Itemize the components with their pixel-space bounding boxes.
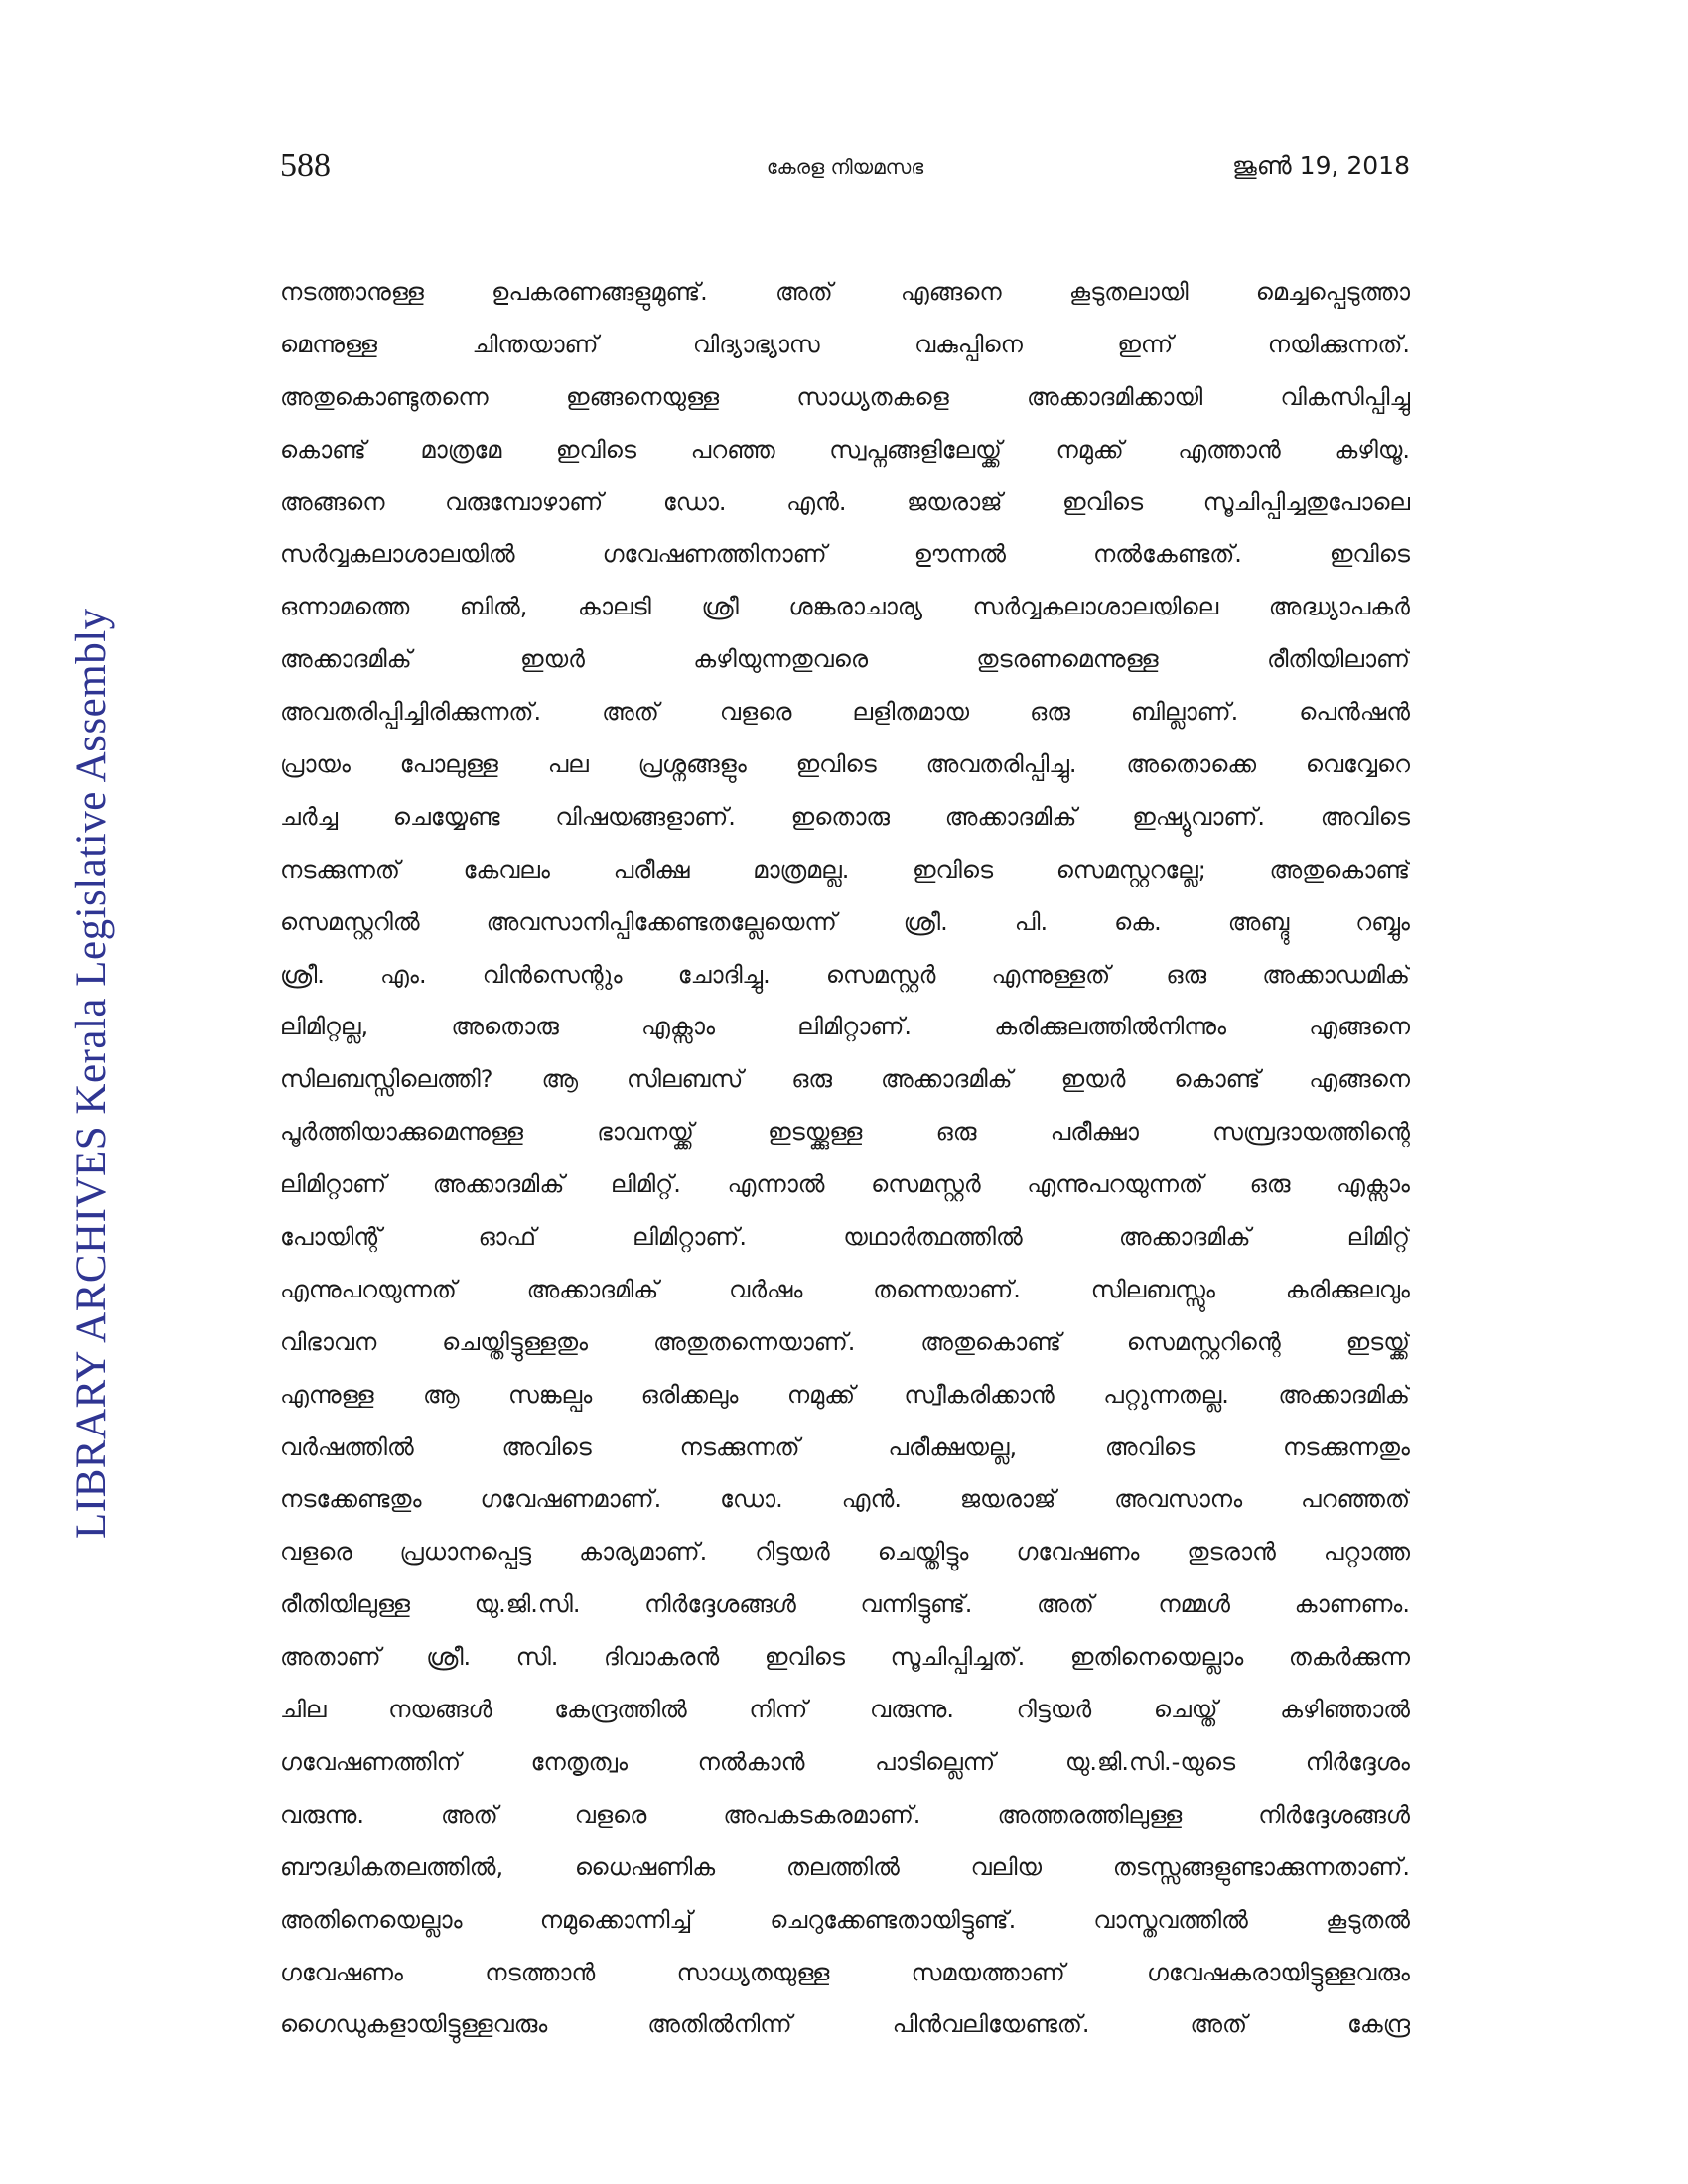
text-line: പോയിന്റ് ഓഫ് ലിമിറ്റാണ്. യഥാർത്ഥത്തിൽ അക്കാദമിക് ലിമിറ്റ് [280, 1223, 1410, 1252]
text-line: എന്നുള്ള ആ സങ്കല്പം ഒരിക്കലും നമുക്ക് സ്വീകരിക്കാൻ പറ്റുന്നതല്ല. അക്കാദമിക് [280, 1380, 1410, 1409]
text-line: രീതിയിലുള്ള യു.ജി.സി. നിർദ്ദേശങ്ങൾ വന്നിട്ടുണ്ട്. അത് നമ്മൾ കാണണം. [280, 1590, 1410, 1619]
text-line: ഗവേഷണം നടത്താൻ സാധ്യതയുള്ള സമയത്താണ് ഗവേഷകരായിട്ടുള്ളവരും [280, 1958, 1410, 1986]
text-line: ചില നയങ്ങൾ കേന്ദ്രത്തിൽ നിന്ന് വരുന്നു. റിട്ടയർ ചെയ്ത് കഴിഞ്ഞാൽ [280, 1696, 1410, 1724]
text-line: ശ്രീ. എം. വിൻസെന്റും ചോദിച്ചു. സെമസ്റ്റർ എന്നുള്ളത് ഒരു അക്കാഡമിക് [280, 960, 1410, 989]
text-line: മെന്നുള്ള ചിന്തയാണ് വിദ്യാഭ്യാസ വകുപ്പിനെ ഇന്ന് നയിക്കുന്നത്. [280, 330, 1410, 358]
text-line: അവതരിപ്പിച്ചിരിക്കുന്നത്. അത് വളരെ ലളിതമായ ഒരു ബില്ലാണ്. പെൻഷൻ [280, 698, 1410, 727]
text-line: ഗവേഷണത്തിന് നേതൃത്വം നൽകാൻ പാടില്ലെന്ന് യു.ജി.സി.-യുടെ നിർദ്ദേശം [280, 1747, 1410, 1776]
text-line: ലിമിറ്റാണ് അക്കാദമിക് ലിമിറ്റ്. എന്നാൽ സെമസ്റ്റർ എന്നുപറയുന്നത് ഒരു എക്സാം [280, 1170, 1410, 1199]
text-line: നടക്കുന്നത് കേവലം പരീക്ഷ മാത്രമല്ല. ഇവിടെ സെമസ്റ്ററല്ലേ; അതുകൊണ്ട് [280, 855, 1410, 884]
text-line: അക്കാദമിക് ഇയർ കഴിയുന്നതുവരെ തുടരണമെന്നുള്ള രീതിയിലാണ് [280, 645, 1410, 674]
text-line: വിഭാവന ചെയ്തിട്ടുള്ളതും അതുതന്നെയാണ്. അതുകൊണ്ട് സെമസ്റ്ററിന്റെ ഇടയ്ക്ക് [280, 1327, 1410, 1356]
text-line: ഒന്നാമത്തെ ബിൽ, കാലടി ശ്രീ ശങ്കരാചാര്യ സർവ്വകലാശാലയിലെ അദ്ധ്യാപകർ [280, 593, 1410, 621]
text-line: എന്നുപറയുന്നത് അക്കാദമിക് വർഷം തന്നെയാണ്. സിലബസ്സും കരിക്കുലവും [280, 1275, 1410, 1303]
text-line: പ്രായം പോലുള്ള പല പ്രശ്നങ്ങളും ഇവിടെ അവതരിപ്പിച്ചു. അതൊക്കെ വെവ്വേറെ [280, 751, 1410, 779]
text-line: സെമസ്റ്ററിൽ അവസാനിപ്പിക്കേണ്ടതല്ലേയെന്ന് ശ്രീ. പി. കെ. അബ്ദു റബ്ബും [280, 907, 1410, 936]
text-line: വർഷത്തിൽ അവിടെ നടക്കുന്നത് പരീക്ഷയല്ല, അവിടെ നടക്കുന്നതും [280, 1433, 1410, 1461]
text-line: ലിമിറ്റല്ല, അതൊരു എക്സാം ലിമിറ്റാണ്. കരിക്കുലത്തിൽനിന്നും എങ്ങനെ [280, 1013, 1410, 1041]
text-line: കൊണ്ട് മാത്രമേ ഇവിടെ പറഞ്ഞ സ്വപ്നങ്ങളിലേയ്ക്ക് നമുക്ക് എത്താൻ കഴിയൂ. [280, 435, 1410, 464]
text-line: ഗൈഡുകളായിട്ടുള്ളവരും അതിൽനിന്ന് പിൻവലിയേണ്ടത്. അത് കേന്ദ്ര [280, 2010, 1410, 2039]
running-head: കേരള നിയമസഭ [766, 155, 924, 179]
text-line: നടക്കേണ്ടതും ഗവേഷണമാണ്. ഡോ. എൻ. ജയരാജ് അവസാനം പറഞ്ഞത് [280, 1485, 1410, 1514]
archive-watermark: LIBRARY ARCHIVES Kerala Legislative Assembly [69, 608, 115, 1539]
page-header [280, 147, 1410, 197]
text-line: അതിനെയെല്ലാം നമുക്കൊന്നിച്ച് ചെറുക്കേണ്ടതായിട്ടുണ്ട്. വാസ്തവത്തിൽ കൂടുതൽ [280, 1905, 1410, 1934]
text-line: അതാണ് ശ്രീ. സി. ദിവാകരൻ ഇവിടെ സൂചിപ്പിച്ചത്. ഇതിനെയെല്ലാം തകർക്കുന്ന [280, 1643, 1410, 1672]
text-line: വളരെ പ്രധാനപ്പെട്ട കാര്യമാണ്. റിട്ടയർ ചെയ്തിട്ടും ഗവേഷണം തുടരാൻ പറ്റാത്ത [280, 1538, 1410, 1567]
text-line: ചർച്ച ചെയ്യേണ്ട വിഷയങ്ങളാണ്. ഇതൊരു അക്കാദമിക് ഇഷ്യുവാണ്. അവിടെ [280, 802, 1410, 831]
text-line: അങ്ങനെ വരുമ്പോഴാണ് ഡോ. എൻ. ജയരാജ് ഇവിടെ സൂചിപ്പിച്ചതുപോലെ [280, 487, 1410, 516]
text-line: സർവ്വകലാശാലയിൽ ഗവേഷണത്തിനാണ് ഊന്നൽ നൽകേണ്ടത്. ഇവിടെ [280, 540, 1410, 569]
text-line: വരുന്നു. അത് വളരെ അപകടകരമാണ്. അത്തരത്തിലുള്ള നിർദ്ദേശങ്ങൾ [280, 1800, 1410, 1829]
text-line: അതുകൊണ്ടുതന്നെ ഇങ്ങനെയുള്ള സാധ്യതകളെ അക്കാദമിക്കായി വികസിപ്പിച്ചു [280, 382, 1410, 411]
text-line: സിലബസ്സിലെത്തി? ആ സിലബസ് ഒരു അക്കാദമിക് ഇയർ കൊണ്ട് എങ്ങനെ [280, 1065, 1410, 1094]
page-date: ജൂൺ 19, 2018 [1231, 151, 1410, 180]
body-text [280, 266, 1410, 2051]
text-line: പൂർത്തിയാക്കുമെന്നുള്ള ഭാവനയ്ക്ക് ഇടയ്ക്കുള്ള ഒരു പരീക്ഷാ സമ്പ്രദായത്തിന്റെ [280, 1118, 1410, 1147]
text-line: നടത്താനുള്ള ഉപകരണങ്ങളുമുണ്ട്. അത് എങ്ങനെ കൂടുതലായി മെച്ചപ്പെടുത്താ [280, 278, 1410, 306]
page-number: 588 [280, 147, 331, 184]
text-line: ബൗദ്ധികതലത്തിൽ, ധൈഷണിക തലത്തിൽ വലിയ തടസ്സങ്ങളുണ്ടാക്കുന്നതാണ്. [280, 1852, 1410, 1881]
